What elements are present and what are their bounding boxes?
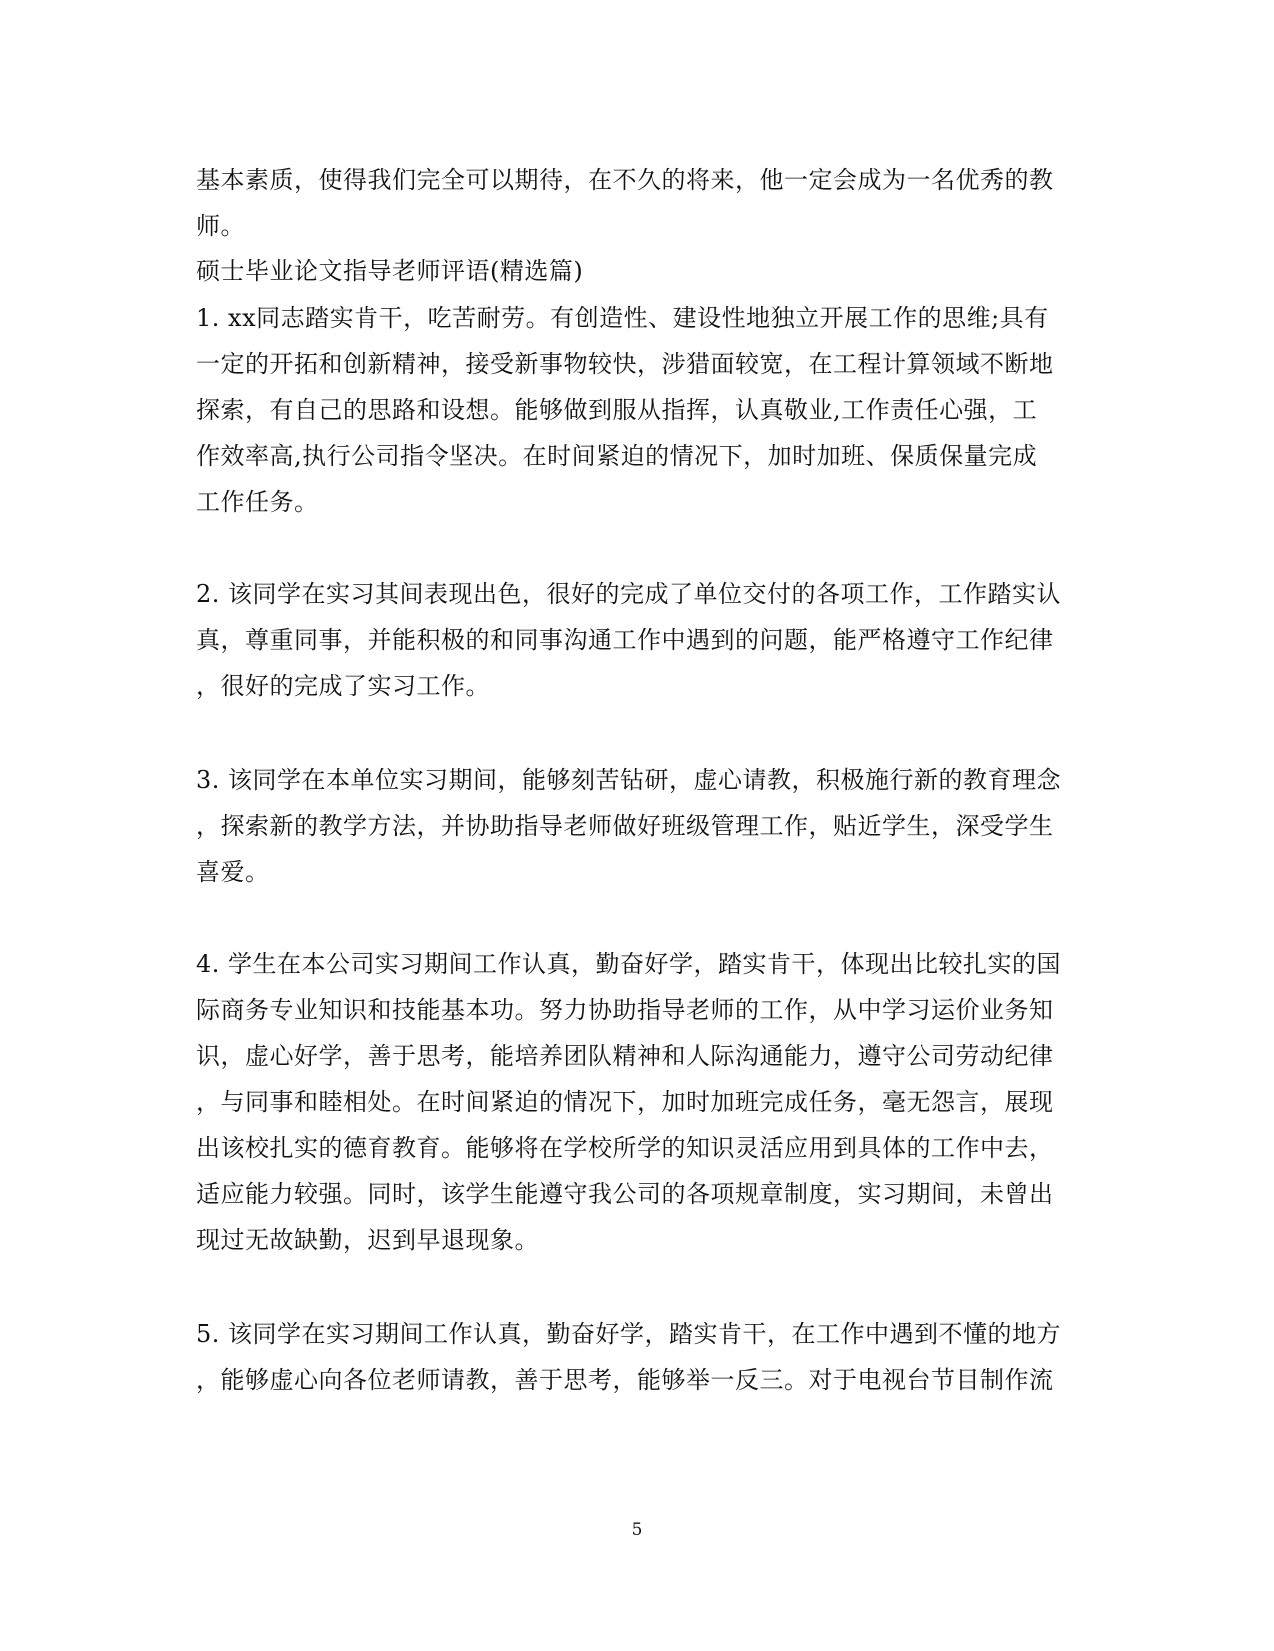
- paragraph-1-line: 工作任务。: [196, 488, 319, 516]
- paragraph-4-line: 识，虚心好学，善于思考，能培养团队精神和人际沟通能力，遵守公司劳动纪律: [196, 1042, 1054, 1070]
- paragraph-3-line: ，探索新的教学方法，并协助指导老师做好班级管理工作，贴近学生，深受学生: [196, 812, 1054, 840]
- paragraph-4-line: 际商务专业知识和技能基本功。努力协助指导老师的工作，从中学习运价业务知: [196, 996, 1054, 1024]
- paragraph-4-line: 出该校扎实的德育教育。能够将在学校所学的知识灵活应用到具体的工作中去，: [196, 1134, 1054, 1162]
- paragraph-1-line: 作效率高,执行公司指令坚决。在时间紧迫的情况下，加时加班、保质保量完成: [196, 442, 1038, 470]
- paragraph-4-line: 现过无故缺勤，迟到早退现象。: [196, 1226, 539, 1254]
- paragraph-1-line: 一定的开拓和创新精神，接受新事物较快，涉猎面较宽，在工程计算领域不断地: [196, 350, 1054, 378]
- paragraph-4-line: 4. 学生在本公司实习期间工作认真，勤奋好学，踏实肯干，体现出比较扎实的国: [196, 950, 1062, 978]
- paragraph-2-line: ，很好的完成了实习工作。: [196, 672, 490, 700]
- text-line-continuation: 基本素质，使得我们完全可以期待，在不久的将来，他一定会成为一名优秀的教: [196, 166, 1054, 194]
- text-line-continuation: 师。: [196, 212, 245, 240]
- paragraph-2-line: 2. 该同学在实习其间表现出色，很好的完成了单位交付的各项工作，工作踏实认: [196, 580, 1062, 608]
- paragraph-5-line: 5. 该同学在实习期间工作认真，勤奋好学，踏实肯干，在工作中遇到不懂的地方: [196, 1320, 1062, 1348]
- paragraph-4-line: ，与同事和睦相处。在时间紧迫的情况下，加时加班完成任务，毫无怨言，展现: [196, 1088, 1054, 1116]
- paragraph-3-line: 3. 该同学在本单位实习期间，能够刻苦钻研，虚心请教，积极施行新的教育理念: [196, 766, 1062, 794]
- paragraph-4-line: 适应能力较强。同时，该学生能遵守我公司的各项规章制度，实习期间，未曾出: [196, 1180, 1054, 1208]
- section-heading: 硕士毕业论文指导老师评语(精选篇): [196, 257, 584, 285]
- paragraph-3-line: 喜爱。: [196, 858, 270, 886]
- paragraph-1-line: 1. xx同志踏实肯干，吃苦耐劳。有创造性、建设性地独立开展工作的思维;具有: [196, 304, 1049, 332]
- paragraph-1-line: 探索，有自己的思路和设想。能够做到服从指挥，认真敬业,工作责任心强，工: [196, 396, 1038, 424]
- paragraph-2-line: 真，尊重同事，并能积极的和同事沟通工作中遇到的问题，能严格遵守工作纪律: [196, 626, 1054, 654]
- paragraph-5-line: ，能够虚心向各位老师请教，善于思考，能够举一反三。对于电视台节目制作流: [196, 1366, 1054, 1394]
- page-number: 5: [631, 1520, 643, 1540]
